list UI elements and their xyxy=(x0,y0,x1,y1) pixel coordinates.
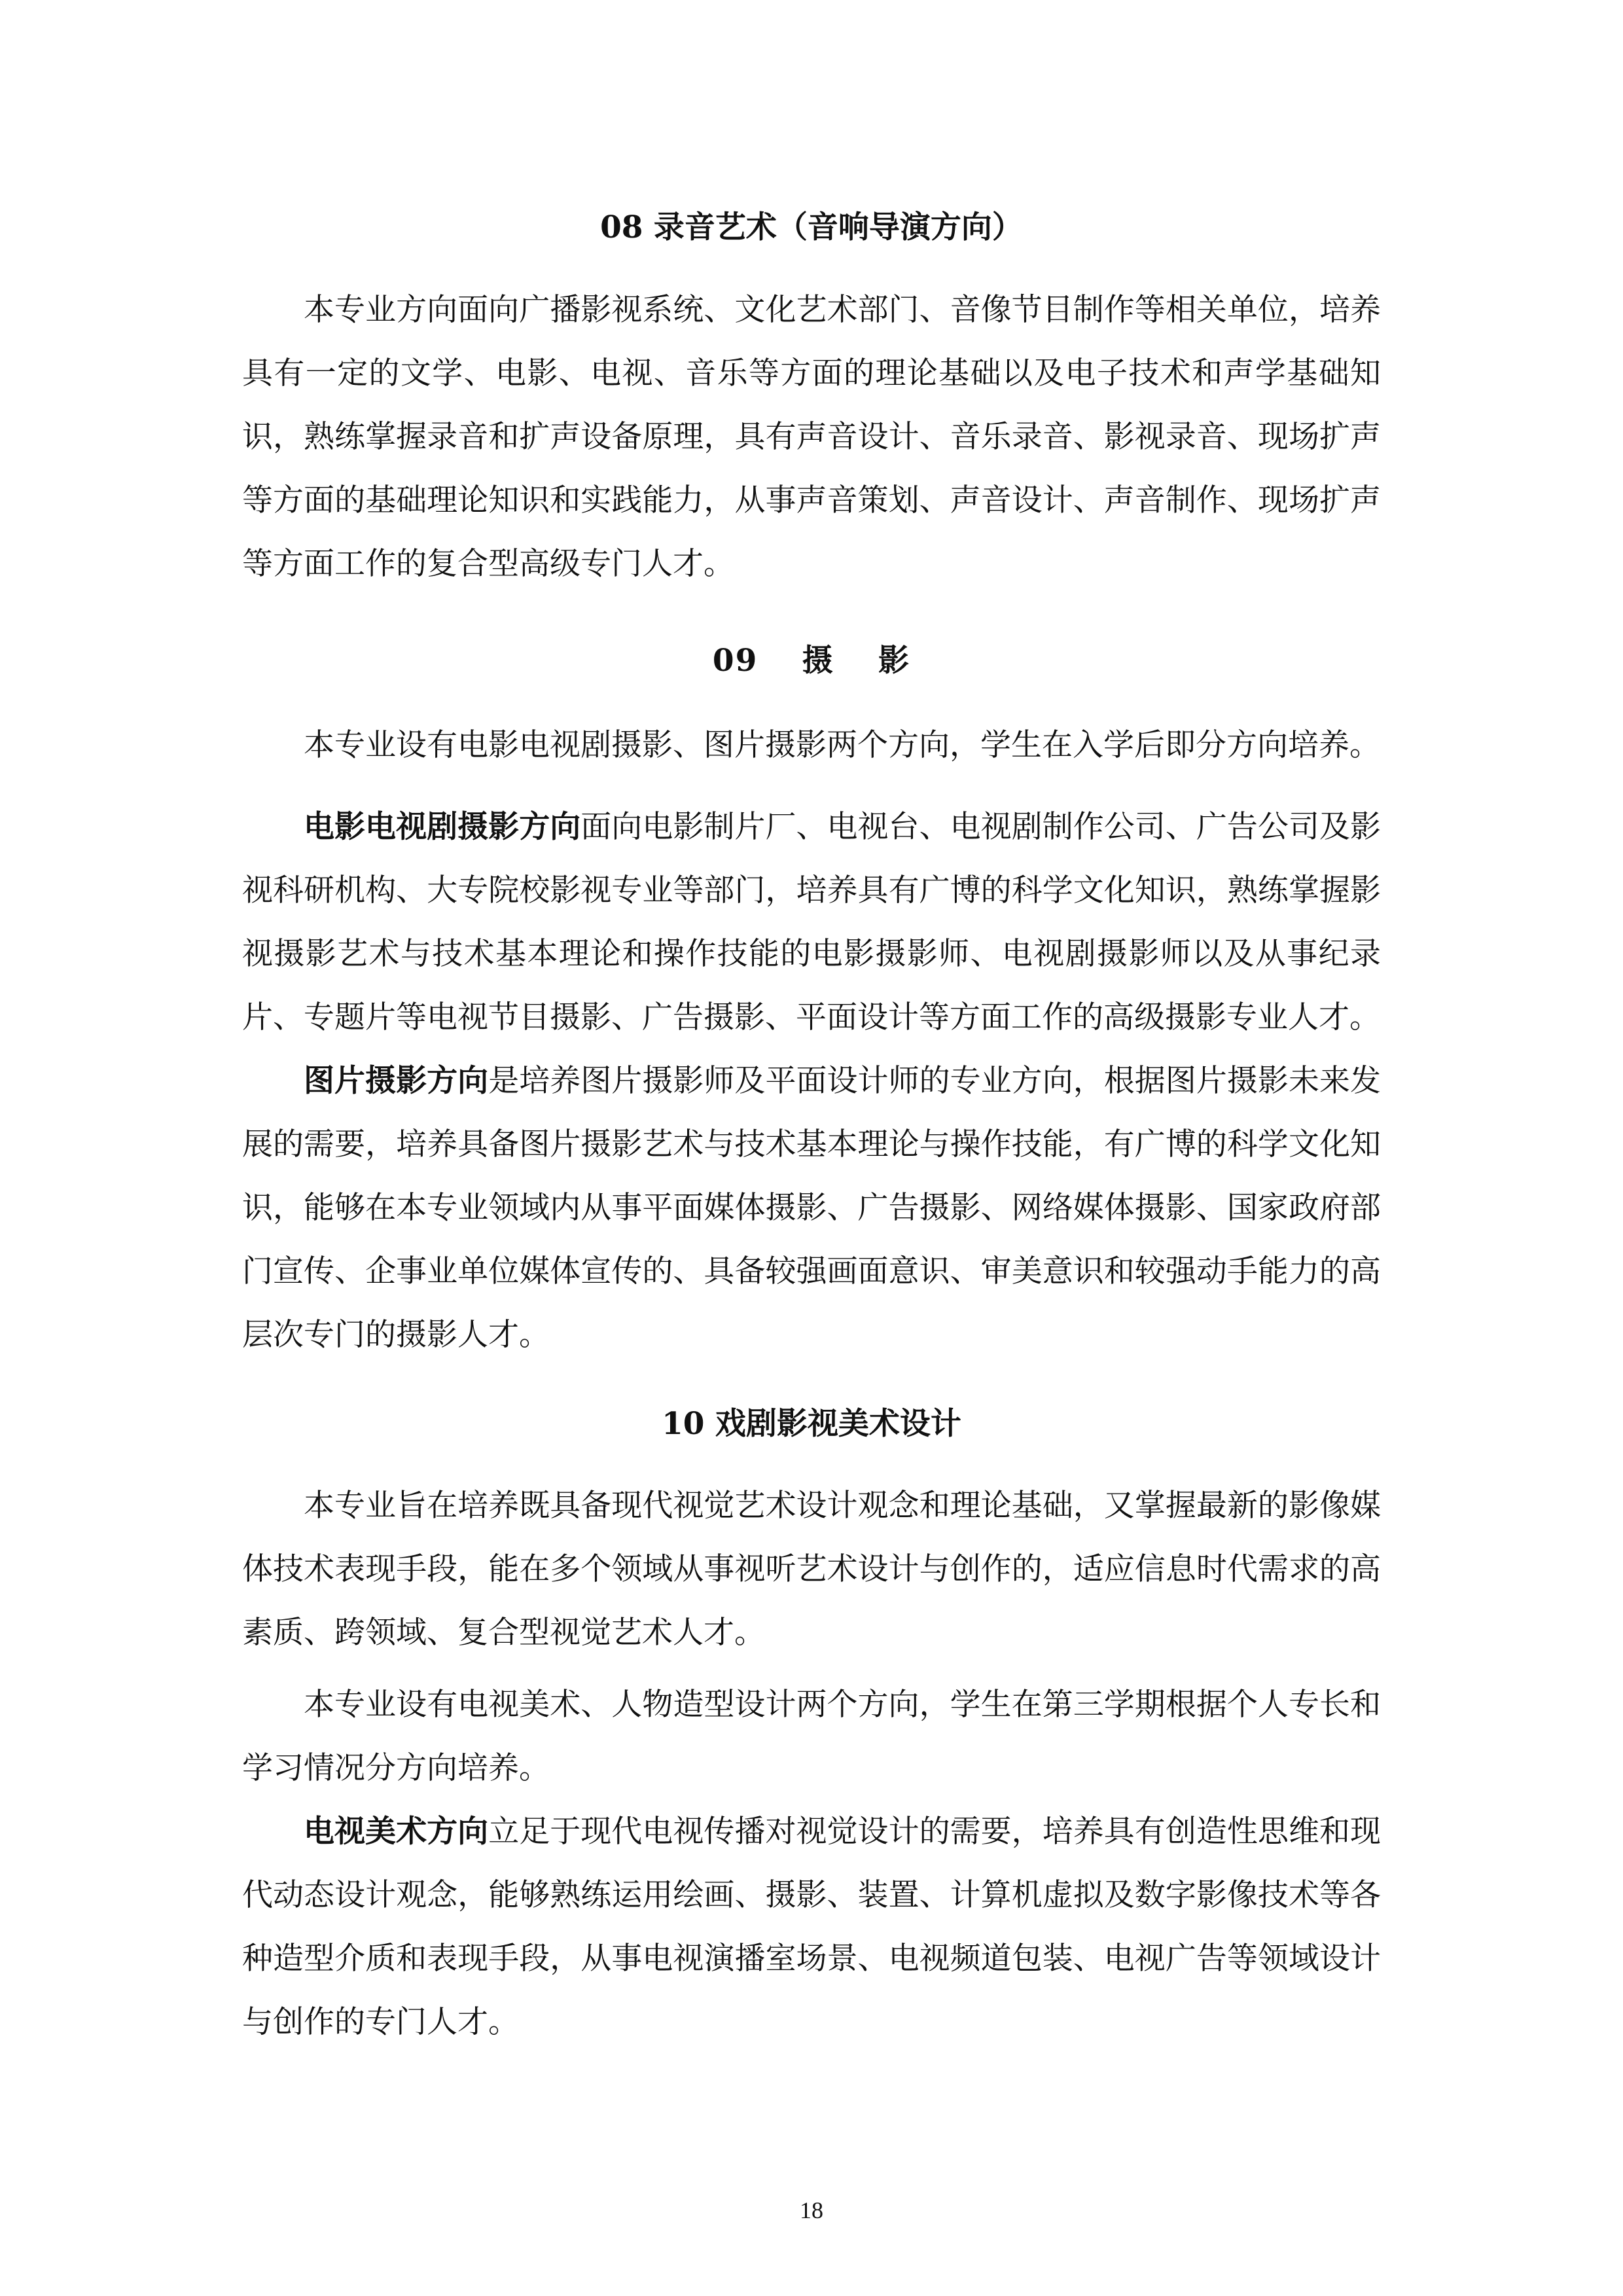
film-tv-photography-term: 电影电视剧摄影方向 xyxy=(304,809,581,845)
section-10-heading: 10 戏剧影视美术设计 xyxy=(662,1406,961,1442)
still-photography-term: 图片摄影方向 xyxy=(304,1063,489,1099)
section-10-intro-paragraph: 本专业旨在培养既具备现代视觉艺术设计观念和理论基础，又掌握最新的影像媒体技术表现手段，能在多个领域从事视听艺术设计与创作的，适应信息时代需求的高素质、跨领域、复合型视觉艺术人才。 xyxy=(242,1488,1381,1651)
tv-art-paragraph xyxy=(242,1800,1381,2054)
tv-art-text: 立足于现代电视传播对视觉设计的需要，培养具有创造性思维和现代动态设计观念，能够熟练运用绘画、摄影、装置、计算机虚拟及数字影像技术等各种造型介质和表现手段，从事电视演播室场景、电视频道包装、电视广告等领域设计与创作的专门人才。 xyxy=(242,1814,1382,2040)
tv-art-term: 电视美术方向 xyxy=(304,1814,489,1850)
film-tv-photography-paragraph xyxy=(242,795,1381,1049)
section-10-directions-paragraph: 本专业设有电视美术、人物造型设计两个方向，学生在第三学期根据个人专长和学习情况分方向培养。 xyxy=(242,1687,1381,1786)
section-08-paragraph: 本专业方向面向广播影视系统、文化艺术部门、音像节目制作等相关单位，培养具有一定的文学、电影、电视、音乐等方面的理论基础以及电子技术和声学基础知识，熟练掌握录音和扩声设备原理，具有声音设计、音乐录音、影视录音、现场扩声等方面的基础理论知识和实践能力，从事声音策划、声音设计、声音制作、现场扩声等方面工作的复合型高级专门人才。 xyxy=(242,292,1381,582)
page-number: 18 xyxy=(800,2197,823,2223)
film-tv-photography-text: 面向电影制片厂、电视台、电视剧制作公司、广告公司及影视科研机构、大专院校影视专业等部门，培养具有广博的科学文化知识，熟练掌握影视摄影艺术与技术基本理论和操作技能的电影摄影师、电视剧摄影师以及从事纪录片、专题片等电视节目摄影、广告摄影、平面设计等方面工作的高级摄影专业人才。 xyxy=(242,809,1381,1035)
still-photography-paragraph xyxy=(242,1049,1381,1367)
section-09-heading: 09 摄 影 xyxy=(712,643,911,679)
page-content xyxy=(242,208,1381,2054)
section-08-heading: 08 录音艺术（音响导演方向） xyxy=(600,209,1023,245)
section-09-intro-paragraph: 本专业设有电影电视剧摄影、图片摄影两个方向，学生在入学后即分方向培养。 xyxy=(304,727,1380,763)
still-photography-text: 是培养图片摄影师及平面设计师的专业方向，根据图片摄影未来发展的需要，培养具备图片摄影艺术与技术基本理论与操作技能，有广博的科学文化知识，能够在本专业领域内从事平面媒体摄影、广告摄影、网络媒体摄影、国家政府部门宣传、企事业单位媒体宣传的、具备较强画面意识、审美意识和较强动手能力的高层次专门的摄影人才。 xyxy=(242,1063,1382,1353)
